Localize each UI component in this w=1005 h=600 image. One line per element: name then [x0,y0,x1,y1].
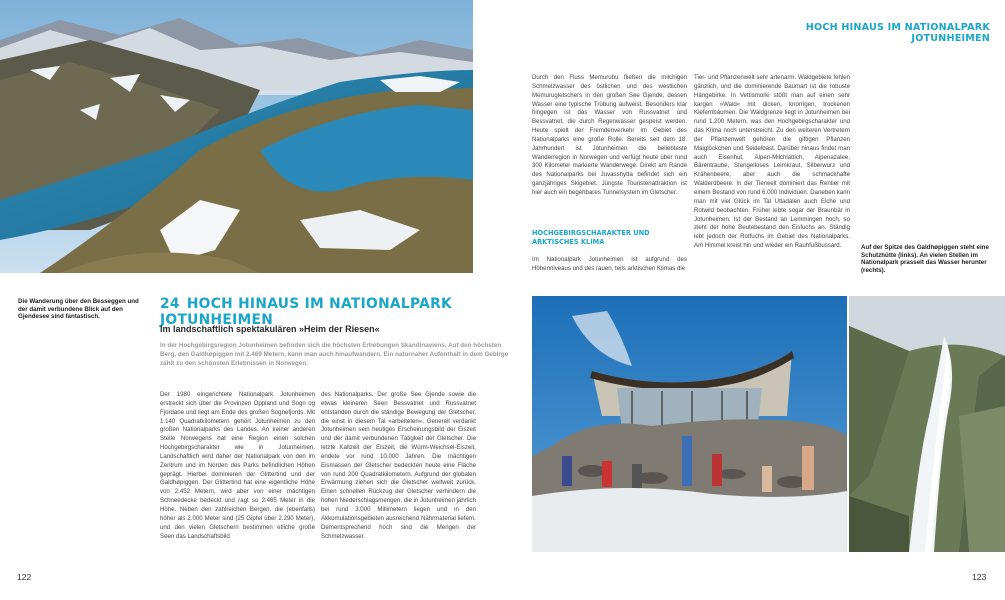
lake-landscape-photo [0,0,473,273]
running-head: HOCH HINAUS IM NATIONALPARK JOTUNHEIMEN [805,22,990,44]
body-column-3-continued [532,256,687,274]
photo-caption-right: Auf der Spitze des Galdhøpiggen steht eine Schutzhütte (links). An vielen Stellen im Nationalpark prasselt das Wasser herunter (rechts). [861,244,989,274]
page-number-right: 123 [972,572,987,582]
waterfall-photo [849,296,1005,552]
section-subtitle: Im landschaftlich spektakulären »Heim der Riesen« [160,324,380,334]
photo-caption-left: Die Wanderung über den Besseggen und der damit verbundene Blick auf den Gjendesee sind fantastisch. [18,298,139,321]
body-text: Durch den Fluss Memurubu fließen die milchigen Schmelzwasser des östlichen und des westlichen Memurugletschers in den großen See Gjende, dessen Wasser eine typische Trübung aufweist. Besonders klar hingegen ist das Wasser von Russvatnet und Bessvatnet, die durch Regenwasser gespeist werden. Heute spielt der Fremdenverkehr im Gebiet des Nationalparks eine große Rolle. Bereits seit dem 18. Jahrhundert ist Jotunheimen die beliebteste Wanderregion in Norwegen und verfügt heute über rund 300 Kilometer markierte Wanderwege. Direkt am Rande des Nationalparks bei Juvasshytta befindet sich ein ganzjähriges Skigebiet. Jüngste Touristenattraktion ist hier auch ein begehbares Tunnelsystem im Gletscher. [532,74,687,196]
body-column-3 [532,74,687,198]
column-subheading: HOCHGEBIRGSCHARAKTER UND ARKTISCHES KLIMA [532,229,650,246]
body-column-2 [321,391,476,541]
lead-paragraph: In der Hochgebirgsregion Jotunheimen befinden sich die höchsten Erhebungen Skandinaviens. Auf den höchsten Berg, den Galdhøpiggen mit 2.469 Metern, kann man auch hinaufwandern. Ein naturnaher Aufenthalt in dem Gebirge zählt zu den schönsten Erlebnissen in Norwegen. [160,342,509,367]
page-number-left: 122 [17,572,32,582]
mountain-hut-photo [532,296,847,552]
section-number: 24 [160,296,180,312]
body-text: Tier- und Pflanzenwelt sehr artenarm. Waldgebiete fehlen gänzlich, und die dominierende Baumart ist die robuste Hängebirke. In Vettismorki stößt man auf einen sehr kargen »Wald« mit dicken, knorrigen, trockenen Kiefernbäumen. Die Waldgrenze liegt in Jotunheimen bei rund 1.200 Metern, was den Hochgebirgscharakter und das Klima noch unterstreicht. Zu den weiteren Vertretern der Pflanzenwelt gehören die giftigen Pflanzen Maiglöckchen und Seidelbast. Darüber hinaus findet man auch Eisenhut, Alpen-Milchlattich, Alpenazalee, Bärentraube, Stengelloses Leimkraut, Silberwurz und Krähenbeere, aber auch die schmackhafte Walderdbeere. In der Tierwelt dominiert das Rentier mit einem Bestand von rund 6.000 Individuen. Daneben kann man mit viel Glück im Tal Utladalen auch Elche und Rotwild beobachten. Früher lebte sogar der Braunbär in Jotunheimen. Ist der Bestand an Lemmingen hoch, so zieht der hohe Beutebestand den Eisfuchs an. Ständig lebt jedoch der Rotfuchs im Gebiet des Nationalparks. Am Himmel kreist hin und wieder ein Rauhfußbussard. [694,74,850,250]
body-text: Der 1980 eingerichtete Nationalpark Jotunheimen erstreckt sich über die Provinzen Oppland und Sogn og Fjordane und liegt am Ende des großen Sognefjords. Mit 1.140 Quadratkilometern gehört Jotunheimen zu den großen Nationalparks des Landes. An keiner anderen Stelle Norwegens hat eine Region einen solchen Hochgebirgscharakter wie in Jotunheimen. Landschaftlich wird daher der Nationalpark von den im Zentrum und im Norden des Parks befindlichen Höhen geprägt. Hierbei dominieren der Glittertind und der Galdhøpiggen. Der Glittertind hat eine eigentliche Höhe von 2.452 Metern, wird aber von einer mächtigen Schneedecke bedeckt und ragt so 2.465 Meter in die Höhe. Neben den zahlreichen Bergen, die (ebenfalls) höher als 2.000 Meter sind (25 Gipfel über 2.290 Meter), und den vielen Gletschern bestimmen etliche große Seen das Landschaftsbild [160,391,315,540]
body-text: Im Nationalpark Jotunheimen ist aufgrund des Höhenniveaus und des rauen, teils arktischen Klimas die [532,256,687,272]
body-column-4 [694,74,850,251]
section-title-text: HOCH HINAUS IM NATIONALPARK JOTUNHEIMEN [160,296,453,328]
body-column-1 [160,391,315,541]
body-text: des Nationalparks. Der große See Gjende sowie die etwas kleineren Seen Bessvatnet und Russvatnet entstanden durch die ständige Bewegung der Gletscher, die einst in diesem Tal »arbeiteten«. Generell verdankt Jotunheimen sein heutiges Erscheinungsbild der Eiszeit und der damit verbundenen Tätigkeit der Gletscher. Die letzte Kaltzeit der Eiszeit, die Würm-Weichsel-Eiszeit, endete vor rund 10.000 Jahren. Die mächtigen Eismassen der Gletscher bedeckten heute eine Fläche von rund 200 Quadratkilometern. Aufgrund der globalen Erwärmung ziehen sich die Gletscher weltweit zurück. Einen schnellen Rückzug der Gletscher verhindern die hohen Niederschlagsmengen, die in Jotunheimen jährlich bei rund 3.000 Millimetern liegen und in den Akkumulationsgebieten ausreichend Nährmaterial liefern. Dementsprechend hoch sind die Mengen der Schmelzwasser. [321,391,476,540]
